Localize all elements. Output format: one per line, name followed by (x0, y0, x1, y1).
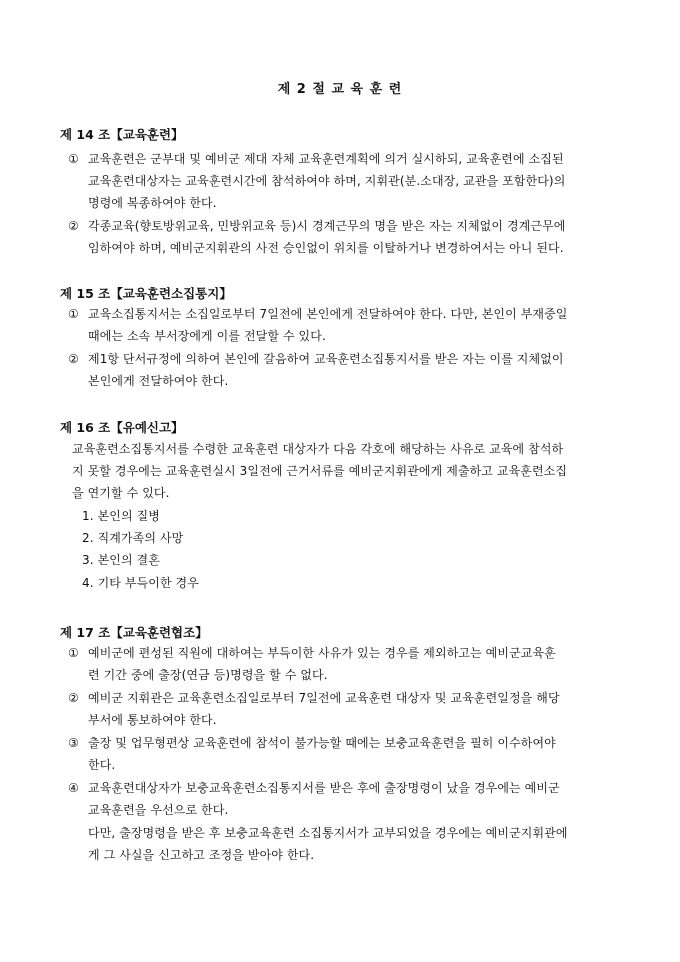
article-16-list-item-1: 1. 본인의 질병 (82, 509, 160, 523)
article-15-title: 제 15 조【교육훈련소집통지】 (60, 286, 232, 301)
article-17-item-3-line-2: 한다. (88, 758, 116, 772)
article-17-item-4-line-2: 교육훈련을 우선으로 한다. (88, 803, 229, 817)
article-14-title: 제 14 조【교육훈련】 (60, 127, 184, 142)
article-16-list-item-2: 2. 직계가족의 사망 (82, 531, 184, 545)
article-15-item-1-line-2: 때에는 소속 부서장에게 이를 전달할 수 있다. (88, 329, 326, 343)
article-17-title: 제 17 조【교육훈련협조】 (60, 625, 208, 640)
article-16-body-line-3: 을 연기할 수 있다. (72, 486, 170, 500)
article-17-item-4-line-4: 게 그 사실을 신고하고 조정을 받아야 한다. (88, 848, 315, 862)
article-14-item-2-line-2: 임하여야 하며, 예비군지휘관의 사전 승인없이 위치를 이탈하거나 변경하여서는 아니 된다. (88, 241, 564, 255)
article-17-item-1-line-1: 예비군에 편성된 직원에 대하여는 부득이한 사유가 있는 경우를 제외하고는 예비군교육훈 (88, 646, 556, 660)
article-15-item-2-line-2: 본인에게 전달하여야 한다. (88, 374, 229, 388)
chapter-title: 제 2 절 교 육 훈 련 (277, 82, 403, 97)
article-14-item-1-line-3: 명령에 복종하여야 한다. (88, 196, 217, 210)
article-14-item-2-line-1: 각종교육(향토방위교육, 민방위교육 등)시 경계근무의 명을 받은 자는 지체없이 경계근무에 (88, 219, 566, 233)
article-16-body-line-2: 지 못할 경우에는 교육훈련실시 3일전에 근거서류를 예비군지휘관에게 제출하고 교육훈련소집 (72, 464, 568, 478)
article-15-item-1-marker: ① (68, 307, 79, 321)
article-16-list-item-3: 3. 본인의 결혼 (82, 553, 160, 567)
article-15-item-2-line-1: 제1항 단서규정에 의하여 본인에 갈음하여 교육훈련소집통지서를 받은 자는 이를 지체없이 (88, 352, 564, 366)
article-15-item-1-line-1: 교육소집통지서는 소집일로부터 7일전에 본인에게 전달하여야 한다. 다만, 본인이 부재중일 (88, 307, 568, 321)
article-17-item-4-line-1: 교육훈련대상자가 보충교육훈련소집통지서를 받은 후에 출장명령이 났을 경우에는 예비군 (88, 781, 560, 795)
article-17-item-2-marker: ② (68, 691, 79, 705)
article-14-item-1-line-1: 교육훈련은 군부대 및 예비군 제대 자체 교육훈련계획에 의거 실시하되, 교육훈련에 소집된 (88, 152, 564, 166)
article-17-item-1-line-2: 련 기간 중에 출장(연금 등)명령을 할 수 없다. (88, 668, 328, 682)
article-14-item-2-marker: ② (68, 219, 79, 233)
article-17-item-4-line-3: 다만, 출장명령을 받은 후 보충교육훈련 소집통지서가 교부되었을 경우에는 예비군지휘관에 (88, 826, 568, 840)
article-17-item-4-marker: ④ (68, 781, 79, 795)
article-14-item-1-marker: ① (68, 152, 79, 166)
article-16-list-item-4: 4. 기타 부득이한 경우 (82, 576, 199, 590)
article-17-item-2-line-2: 부서에 통보하여야 한다. (88, 713, 217, 727)
article-16-body-line-1: 교육훈련소집통지서를 수령한 교육훈련 대상자가 다음 각호에 해당하는 사유로 교육에 참석하 (72, 442, 564, 456)
article-16-title: 제 16 조【유예신고】 (60, 420, 184, 435)
article-15-item-2-marker: ② (68, 352, 79, 366)
article-14-item-1-line-2: 교육훈련대상자는 교육훈련시간에 참석하여야 하며, 지휘관(분.소대장, 교관을 포함한다)의 (88, 174, 566, 188)
article-17-item-3-marker: ③ (68, 736, 79, 750)
article-17-item-2-line-1: 예비군 지휘관은 교육훈련소집일로부터 7일전에 교육훈련 대상자 및 교육훈련일정을 해당 (88, 691, 560, 705)
article-17-item-1-marker: ① (68, 646, 79, 660)
article-17-item-3-line-1: 출장 및 업무형편상 교육훈련에 참석이 불가능할 때에는 보충교육훈련을 필히 이수하여야 (88, 736, 556, 750)
